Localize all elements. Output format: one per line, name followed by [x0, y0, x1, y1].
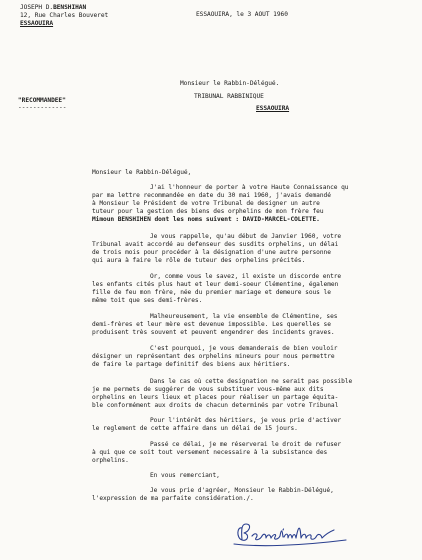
- body-line: Je vous rappelle, qu'au début de Janvier 1960, votre: [150, 233, 342, 240]
- body-line: Or, comme vous le savez, il existe un discorde entre: [150, 273, 342, 280]
- body-line: les enfants cités plus haut et leur demi-soeur Clémentine, égalemen: [92, 281, 339, 288]
- body-line: orphelins en leurs lieux et places pour réaliser un partage équita-: [92, 394, 339, 401]
- recipient-line3: ESSAOUIRA: [256, 105, 290, 112]
- body-line: Malheureusement, la vie ensemble de Clémentine, ses: [150, 313, 338, 320]
- body-line: même toit que ses demi-frères.: [92, 297, 203, 304]
- body-line: C'est pourquoi, je vous demanderais de bien vouloir: [150, 345, 338, 352]
- sender-name-surname: BENSHIHAN: [53, 4, 87, 11]
- body-line: demi-frères et leur mère est devenue impossible. Les querelles se: [92, 321, 331, 328]
- body-line: à qui que ce soit tout versement necessaire à la subsistance des: [92, 449, 328, 456]
- body-line: J'ai l'honneur de porter à votre Haute Connaissance qu: [150, 184, 349, 191]
- body-line: de faire le partage definitif des biens aux héritiers.: [92, 361, 291, 368]
- body-line: Je vous prie d'agréer, Monsieur le Rabbin-Délégué,: [150, 487, 334, 494]
- body-line: je me permets de suggérer de vous substituer vous-même aux dits: [92, 386, 324, 393]
- body-line: le reglement de cette affaire dans un délai de 15 jours.: [92, 425, 298, 432]
- body-line: qui aura à faire le rôle de tuteur des orphelins précités.: [92, 257, 306, 264]
- body-line: ble conformément aux droits de chacun determinés par votre Tribunal: [92, 402, 339, 409]
- recipient-line2: TRIBUNAL RABBINIQUE: [194, 93, 264, 100]
- sender-name-prefix: JOSEPH D.: [20, 4, 54, 11]
- salutation: Monsieur le Rabbin-Délégué,: [92, 169, 192, 176]
- body-line: désigner un représentant des orphelins mineurs pour nous permettre: [92, 353, 335, 360]
- body-line: tuteur pour la gestion des biens des orphelins de mon frère feu: [92, 208, 324, 215]
- body-line: En vous remerciant,: [150, 472, 220, 479]
- sender-city: ESSAOUIRA: [20, 20, 54, 27]
- body-line: Tribunal avait accordé au defenseur des susdits orphelins, un délai: [92, 241, 339, 248]
- registered-mark: "RECOMMANDEE": [18, 97, 66, 104]
- registered-mark-underline: -------------: [18, 104, 67, 111]
- body-line: Mimoun BENSHIHEN dont les noms suivent : DAVID-MARCEL-COLETTE.: [92, 216, 320, 223]
- body-line: Dans le cas où cette designation ne serait pas possible: [150, 378, 353, 385]
- body-line: Pour l'intérêt des héritiers, je vous prie d'activer: [150, 417, 342, 424]
- body-line: produisent très souvent et peuvent engendrer des incidents graves.: [92, 329, 335, 336]
- body-line: fille de feu mon frère, née du premier mariage et demeure sous le: [92, 289, 331, 296]
- signature: [228, 516, 358, 550]
- recipient-line1: Monsieur le Rabbin-Délégué.: [180, 80, 280, 87]
- sender-address: 12, Rue Charles Bouveret: [20, 12, 109, 19]
- body-line: Passé ce délai, je me réserverai le droit de refuser: [150, 441, 342, 448]
- body-line: de trois mois pour procéder à la désignation d'une autre personne: [92, 249, 331, 256]
- body-line: orphelins.: [92, 457, 129, 464]
- sender-name: [20, 4, 86, 12]
- body-line: à Monsieur le Président de votre Tribunal de designer un autre: [92, 200, 320, 207]
- body-line: l'expression de ma parfaite considération./.: [92, 495, 254, 502]
- dateline: ESSAOUIRA, le 3 AOUT 1960: [196, 11, 288, 18]
- body-line: par ma lettre recommandée en date du 30 mai 1960, j'avais demandé: [92, 192, 331, 199]
